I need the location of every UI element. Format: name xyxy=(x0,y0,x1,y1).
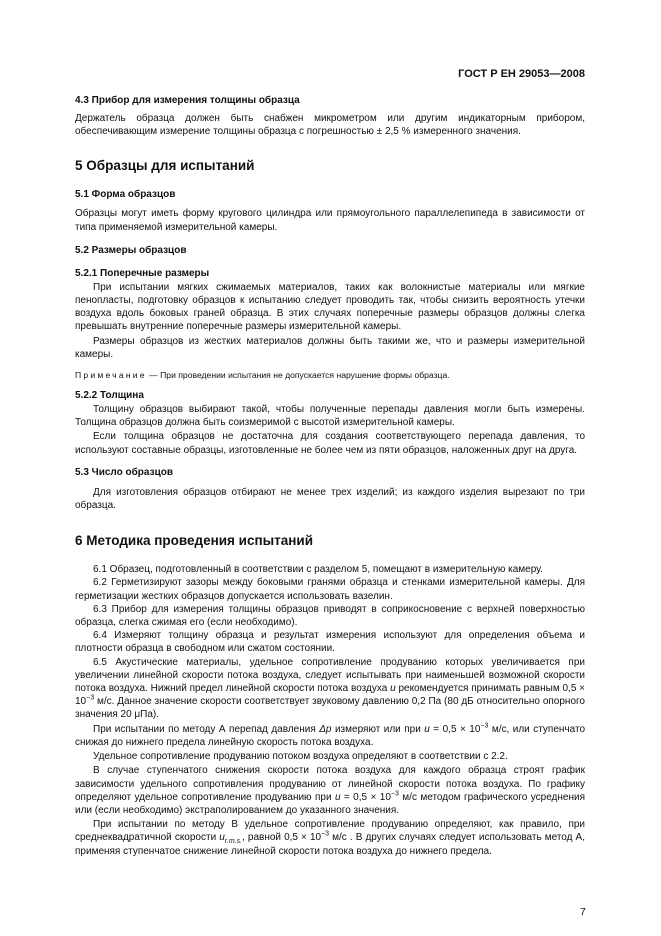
exponent: −3 xyxy=(390,790,399,798)
section-6-5 xyxy=(75,656,585,722)
text-run: = 0,5 × 10 xyxy=(429,723,481,735)
section-5-2-2-p1: Толщину образцов выбирают такой, чтобы полученные перепады давления могли быть измерены. Толщина образцов должна быть соизмеримой с высотой измерительной камеры. xyxy=(75,404,585,429)
symbol-u: u xyxy=(334,791,341,803)
section-5-2-2-p2: Если толщина образцов не достаточна для создания соответствующего перепада давления, то используют составные образцы, изготовленные не более чем из пяти образцов, наложенных друг на друга. xyxy=(75,431,585,456)
subscript-rms: r.m.s. xyxy=(224,838,243,846)
section-5-2-title: 5.2 Размеры образцов xyxy=(75,244,187,256)
section-5-1-text: Образцы могут иметь форму кругового цилиндра или прямоугольного параллелепипеда в зависимости от типа применяемой измерительной камеры. xyxy=(75,208,585,233)
page-number: 7 xyxy=(580,906,586,918)
section-4-3-title: 4.3 Прибор для измерения толщины образца xyxy=(75,95,300,106)
text-run: При испытании по методу В удельное сопротивление продуванию определяют, как правило, при среднеквадратичной скорости xyxy=(75,819,585,844)
text-run: , равной 0,5 × 10 xyxy=(242,832,322,844)
text-run: измеряют или при xyxy=(331,723,425,735)
page-content xyxy=(75,94,585,858)
text-run: м/с. Данное значение скорости соответствует звуковому давлению 0,2 Па (80 дБ относительно опорного значения 20 μПа). xyxy=(75,696,585,721)
stepwise-paragraph xyxy=(75,764,585,817)
text-run: м/с методом графического усреднения или (если необходимо) экстраполированием до указанного значения. xyxy=(75,791,585,816)
section-5-title: 5 Образцы для испытаний xyxy=(75,158,255,174)
document-header: ГОСТ Р ЕН 29053—2008 xyxy=(458,68,585,80)
note xyxy=(75,369,585,381)
section-6-4: 6.4 Измеряют толщину образца и результат измерения используют для определения объема и плотности образца в свободном или сжатом состоянии. xyxy=(75,630,585,655)
section-5-2-2-title: 5.2.2 Толщина xyxy=(75,390,144,402)
section-6-2: 6.2 Герметизируют зазоры между боковыми гранями образца и стенками измерительной камеры. Для герметизации жестких образцов допускается использовать вазелин. xyxy=(75,577,585,602)
note-label: Примечание xyxy=(75,370,147,381)
text-run: м/с . В других случаях следует использовать метод А, применяя ступенчатое снижение линейной скорости потока воздуха до нижнего предела. xyxy=(75,832,585,857)
section-5-3-title: 5.3 Число образцов xyxy=(75,466,173,478)
section-6-1: 6.1 Образец, подготовленный в соответствии с разделом 5, помещают в измерительную камеру. xyxy=(93,564,543,576)
note-text: — При проведении испытания не допускается нарушение формы образца. xyxy=(146,370,450,381)
symbol-dp: Δp xyxy=(319,723,332,735)
exponent: −3 xyxy=(480,722,489,730)
specific-resistance-paragraph: Удельное сопротивление продуванию потоком воздуха определяют в соответствии с 2.2. xyxy=(93,751,508,763)
symbol-u: u xyxy=(424,723,430,735)
symbol-u: u xyxy=(390,683,396,695)
text-run: рекомендуется принимать равным 0,5 × 10 xyxy=(75,683,586,708)
exponent: −3 xyxy=(321,830,330,838)
section-6-3: 6.3 Прибор для измерения толщины образцов приводят в соприкосновение с верхней поверхностью образца, слегка сжимая его (если необходимо). xyxy=(75,603,585,629)
section-5-2-1-p1: При испытании мягких сжимаемых материалов, таких как волокнистые материалы или мягкие пенопласты, подготовку образцов к испытанию следует проводить так, чтобы снизить вероятность утечки воздуха вдоль боковых граней образца. В этих случаях поперечные размеры образцов должны слегка превышать внутренние поперечные размеры измерительной камеры. xyxy=(75,281,585,333)
method-a-paragraph xyxy=(75,723,585,749)
section-5-2-1-title: 5.2.1 Поперечные размеры xyxy=(75,267,210,279)
text-run: м/с, или ступенчато снижая до нижнего предела линейную скорость потока воздуха. xyxy=(75,723,585,748)
method-b-paragraph xyxy=(75,818,585,858)
text-run: 6.5 Акустические материалы, удельное сопротивление продуванию которых увеличивается при увеличении линейной скорости потока воздуха, следует испытывать при наименьшей возможной скорости потока воздуха. Нижний предел линейной скорости потока воздуха xyxy=(75,656,585,695)
section-4-3-text: Держатель образца должен быть снабжен микрометром или другим индикаторным прибором, обеспечивающим измерение толщины образца с погрешностью ± 2,5 % измеренного значения. xyxy=(75,113,585,138)
text-run: При испытании по методу А перепад давления xyxy=(93,723,320,735)
section-6-title: 6 Методика проведения испытаний xyxy=(75,533,314,549)
section-5-1-title: 5.1 Форма образцов xyxy=(75,189,176,201)
text-run: = 0,5 × 10 xyxy=(340,791,391,803)
section-5-2-1-p2: Размеры образцов из жестких материалов должны быть такими же, что и размеры измерительной камеры. xyxy=(75,335,585,360)
section-5-3-text: Для изготовления образцов отбирают не менее трех изделий; из каждого изделия вырезают по три образца. xyxy=(75,486,585,512)
symbol-urms: u xyxy=(219,832,225,844)
text-run: В случае ступенчатого снижения скорости потока воздуха для каждого образца строят график зависимости удельного сопротивления продуванию от линейной скорости потока воздуха. По графику определяют удельное сопротивление продуванию при xyxy=(75,765,585,803)
exponent: −3 xyxy=(86,694,95,702)
